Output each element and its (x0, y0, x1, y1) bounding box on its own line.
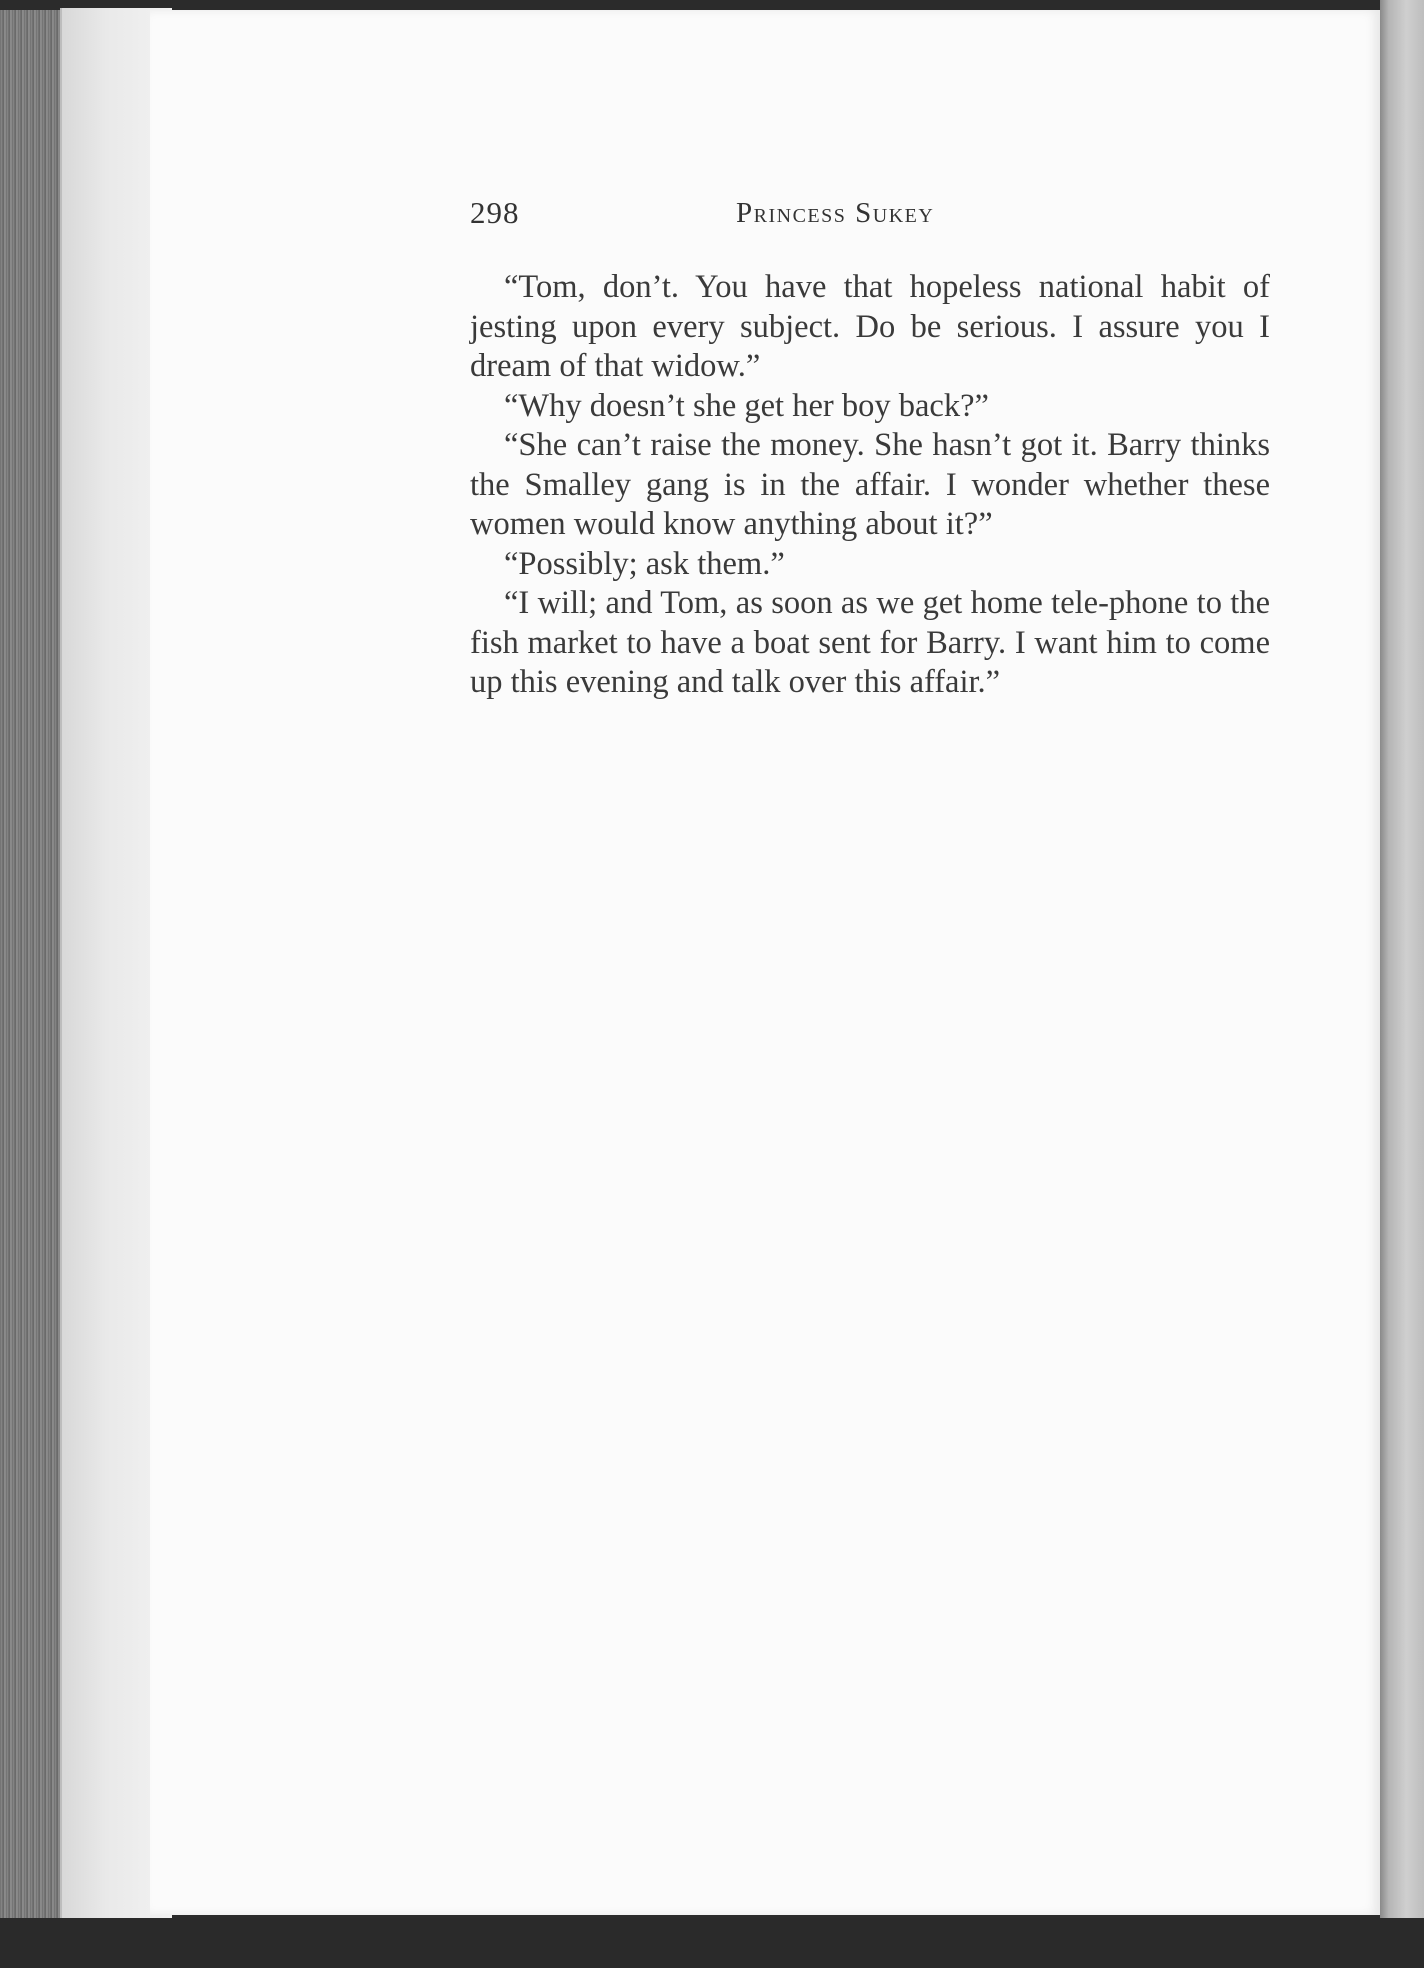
page-number: 298 (470, 195, 520, 230)
body-text (470, 268, 1270, 703)
paragraph: “Why doesn’t she get her boy back?” (504, 387, 989, 424)
running-head (470, 195, 1270, 235)
paragraph: “Possibly; ask them.” (504, 545, 785, 582)
paragraph: “I will; and Tom, as soon as we get home tele-phone to the fish market to have a boat sent for Barry. I want him to come up this evening and talk over this affair.” (470, 585, 1270, 700)
paragraph: “Tom, don’t. You have that hopeless national habit of jesting upon every subject. Do be serious. I assure you I dream of that widow.” (470, 269, 1270, 384)
paragraph: “She can’t raise the money. She hasn’t got it. Barry thinks the Smalley gang is in the affair. I wonder whether these women would know anything about it?” (470, 427, 1270, 542)
running-title: Princess Sukey (736, 197, 935, 229)
book-right-edge (1380, 0, 1424, 1968)
scan-bottom-border (0, 1918, 1424, 1968)
